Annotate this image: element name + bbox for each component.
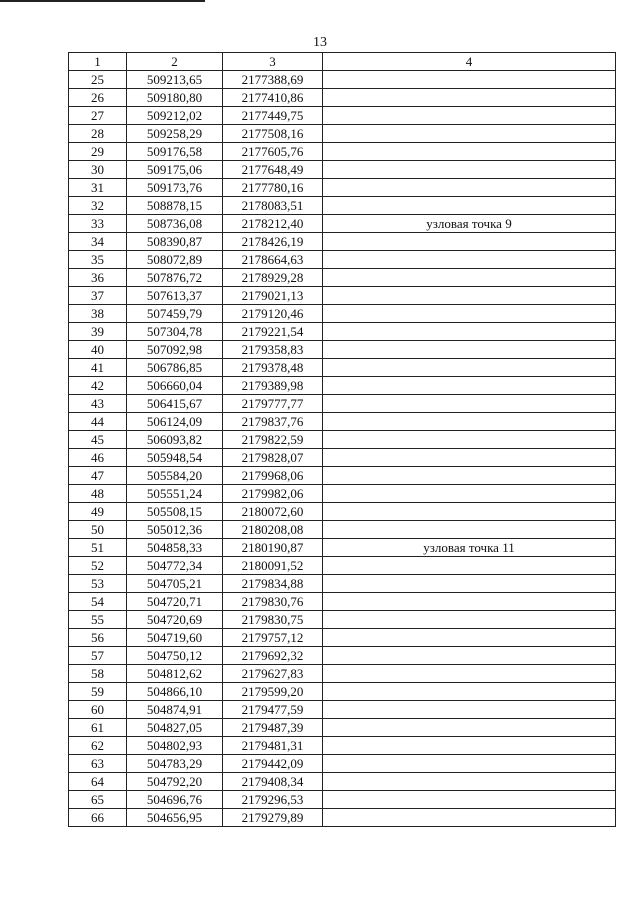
x-coordinate-cell: 509173,76 [127,179,223,197]
y-coordinate-cell: 2177648,49 [223,161,323,179]
note-cell [323,791,616,809]
note-cell [323,359,616,377]
x-coordinate-cell: 507092,98 [127,341,223,359]
point-number-cell: 49 [69,503,127,521]
table-row [69,773,616,791]
table-row [69,233,616,251]
table-row [69,755,616,773]
note-cell [323,737,616,755]
point-number-cell: 36 [69,269,127,287]
note-cell [323,647,616,665]
y-coordinate-cell: 2180190,87 [223,539,323,557]
note-cell [323,251,616,269]
table-row [69,71,616,89]
point-number-cell: 29 [69,143,127,161]
note-cell [323,89,616,107]
x-coordinate-cell: 505551,24 [127,485,223,503]
point-number-cell: 32 [69,197,127,215]
note-cell [323,269,616,287]
y-coordinate-cell: 2179757,12 [223,629,323,647]
y-coordinate-cell: 2180091,52 [223,557,323,575]
point-number-cell: 53 [69,575,127,593]
note-cell [323,161,616,179]
y-coordinate-cell: 2179389,98 [223,377,323,395]
note-cell: узловая точка 9 [323,215,616,233]
table-row [69,521,616,539]
x-coordinate-cell: 506093,82 [127,431,223,449]
x-coordinate-cell: 509258,29 [127,125,223,143]
note-cell [323,233,616,251]
x-coordinate-cell: 504812,62 [127,665,223,683]
note-cell [323,125,616,143]
table-row [69,449,616,467]
x-coordinate-cell: 505012,36 [127,521,223,539]
y-coordinate-cell: 2179627,83 [223,665,323,683]
y-coordinate-cell: 2179834,88 [223,575,323,593]
note-cell [323,809,616,827]
note-cell [323,629,616,647]
point-number-cell: 27 [69,107,127,125]
note-cell [323,287,616,305]
note-cell [323,431,616,449]
x-coordinate-cell: 505948,54 [127,449,223,467]
x-coordinate-cell: 504720,69 [127,611,223,629]
y-coordinate-cell: 2178083,51 [223,197,323,215]
x-coordinate-cell: 507613,37 [127,287,223,305]
y-coordinate-cell: 2179221,54 [223,323,323,341]
y-coordinate-cell: 2179692,32 [223,647,323,665]
note-cell [323,71,616,89]
table-row [69,431,616,449]
table-row [69,377,616,395]
point-number-cell: 35 [69,251,127,269]
x-coordinate-cell: 504866,10 [127,683,223,701]
point-number-cell: 47 [69,467,127,485]
point-number-cell: 25 [69,71,127,89]
x-coordinate-cell: 508736,08 [127,215,223,233]
page-number: 13 [313,35,327,50]
y-coordinate-cell: 2178426,19 [223,233,323,251]
point-number-cell: 66 [69,809,127,827]
point-number-cell: 43 [69,395,127,413]
note-cell [323,341,616,359]
table-row [69,341,616,359]
point-number-cell: 42 [69,377,127,395]
point-number-cell: 58 [69,665,127,683]
table-row [69,647,616,665]
table-row [69,395,616,413]
table-row [69,467,616,485]
column-header-note: 4 [323,53,616,71]
x-coordinate-cell: 509212,02 [127,107,223,125]
table-row [69,251,616,269]
y-coordinate-cell: 2177388,69 [223,71,323,89]
table-row [69,161,616,179]
x-coordinate-cell: 504720,71 [127,593,223,611]
x-coordinate-cell: 508072,89 [127,251,223,269]
table-row [69,665,616,683]
table-row [69,323,616,341]
point-number-cell: 65 [69,791,127,809]
x-coordinate-cell: 504783,29 [127,755,223,773]
table-row [69,359,616,377]
table-row [69,305,616,323]
x-coordinate-cell: 504705,21 [127,575,223,593]
x-coordinate-cell: 505584,20 [127,467,223,485]
table-row [69,593,616,611]
y-coordinate-cell: 2179822,59 [223,431,323,449]
note-cell [323,467,616,485]
point-number-cell: 30 [69,161,127,179]
table-row [69,557,616,575]
point-number-cell: 61 [69,719,127,737]
y-coordinate-cell: 2179599,20 [223,683,323,701]
point-number-cell: 52 [69,557,127,575]
y-coordinate-cell: 2179442,09 [223,755,323,773]
y-coordinate-cell: 2178212,40 [223,215,323,233]
point-number-cell: 37 [69,287,127,305]
point-number-cell: 63 [69,755,127,773]
y-coordinate-cell: 2179279,89 [223,809,323,827]
table-row [69,89,616,107]
note-cell: узловая точка 11 [323,539,616,557]
y-coordinate-cell: 2177449,75 [223,107,323,125]
point-number-cell: 45 [69,431,127,449]
table-row [69,809,616,827]
column-header-x: 2 [127,53,223,71]
table-row [69,107,616,125]
y-coordinate-cell: 2179982,06 [223,485,323,503]
x-coordinate-cell: 509175,06 [127,161,223,179]
point-number-cell: 39 [69,323,127,341]
table-body [69,71,616,827]
point-number-cell: 48 [69,485,127,503]
note-cell [323,593,616,611]
y-coordinate-cell: 2179481,31 [223,737,323,755]
point-number-cell: 40 [69,341,127,359]
y-coordinate-cell: 2179777,77 [223,395,323,413]
x-coordinate-cell: 504802,93 [127,737,223,755]
note-cell [323,323,616,341]
note-cell [323,575,616,593]
coordinates-table [68,52,616,827]
scan-edge-line [0,0,205,2]
note-cell [323,503,616,521]
x-coordinate-cell: 506786,85 [127,359,223,377]
x-coordinate-cell: 507876,72 [127,269,223,287]
table-row [69,143,616,161]
x-coordinate-cell: 504792,20 [127,773,223,791]
y-coordinate-cell: 2177605,76 [223,143,323,161]
point-number-cell: 51 [69,539,127,557]
column-header-y: 3 [223,53,323,71]
note-cell [323,485,616,503]
note-cell [323,107,616,125]
y-coordinate-cell: 2179830,75 [223,611,323,629]
note-cell [323,197,616,215]
table-row [69,485,616,503]
y-coordinate-cell: 2178664,63 [223,251,323,269]
y-coordinate-cell: 2179358,83 [223,341,323,359]
x-coordinate-cell: 504696,76 [127,791,223,809]
point-number-cell: 38 [69,305,127,323]
y-coordinate-cell: 2179120,46 [223,305,323,323]
point-number-cell: 34 [69,233,127,251]
y-coordinate-cell: 2177508,16 [223,125,323,143]
note-cell [323,521,616,539]
x-coordinate-cell: 509213,65 [127,71,223,89]
y-coordinate-cell: 2179837,76 [223,413,323,431]
note-cell [323,755,616,773]
x-coordinate-cell: 508878,15 [127,197,223,215]
point-number-cell: 41 [69,359,127,377]
table-row [69,269,616,287]
table-row [69,737,616,755]
point-number-cell: 50 [69,521,127,539]
y-coordinate-cell: 2179296,53 [223,791,323,809]
point-number-cell: 31 [69,179,127,197]
table-row [69,179,616,197]
x-coordinate-cell: 509180,80 [127,89,223,107]
y-coordinate-cell: 2180208,08 [223,521,323,539]
note-cell [323,611,616,629]
y-coordinate-cell: 2180072,60 [223,503,323,521]
table-row [69,215,616,233]
y-coordinate-cell: 2179830,76 [223,593,323,611]
table-row [69,503,616,521]
note-cell [323,557,616,575]
y-coordinate-cell: 2179408,34 [223,773,323,791]
x-coordinate-cell: 506124,09 [127,413,223,431]
note-cell [323,683,616,701]
point-number-cell: 28 [69,125,127,143]
point-number-cell: 56 [69,629,127,647]
point-number-cell: 55 [69,611,127,629]
note-cell [323,665,616,683]
point-number-cell: 44 [69,413,127,431]
table-row [69,611,616,629]
note-cell [323,143,616,161]
x-coordinate-cell: 504719,60 [127,629,223,647]
note-cell [323,449,616,467]
point-number-cell: 59 [69,683,127,701]
point-number-cell: 33 [69,215,127,233]
point-number-cell: 62 [69,737,127,755]
y-coordinate-cell: 2179487,39 [223,719,323,737]
column-header-number: 1 [69,53,127,71]
point-number-cell: 57 [69,647,127,665]
table-row [69,701,616,719]
note-cell [323,719,616,737]
table-row [69,719,616,737]
x-coordinate-cell: 508390,87 [127,233,223,251]
note-cell [323,179,616,197]
y-coordinate-cell: 2179378,48 [223,359,323,377]
x-coordinate-cell: 504656,95 [127,809,223,827]
y-coordinate-cell: 2179828,07 [223,449,323,467]
y-coordinate-cell: 2179968,06 [223,467,323,485]
table-row [69,413,616,431]
x-coordinate-cell: 507459,79 [127,305,223,323]
note-cell [323,377,616,395]
y-coordinate-cell: 2177780,16 [223,179,323,197]
table-row [69,539,616,557]
table-row [69,125,616,143]
note-cell [323,701,616,719]
point-number-cell: 64 [69,773,127,791]
table-row [69,287,616,305]
x-coordinate-cell: 506660,04 [127,377,223,395]
table-row [69,791,616,809]
x-coordinate-cell: 504750,12 [127,647,223,665]
x-coordinate-cell: 506415,67 [127,395,223,413]
x-coordinate-cell: 505508,15 [127,503,223,521]
y-coordinate-cell: 2179021,13 [223,287,323,305]
table-row [69,629,616,647]
note-cell [323,773,616,791]
table-row [69,683,616,701]
table-row [69,575,616,593]
point-number-cell: 46 [69,449,127,467]
x-coordinate-cell: 509176,58 [127,143,223,161]
x-coordinate-cell: 504858,33 [127,539,223,557]
table-header-row [69,53,616,71]
note-cell [323,413,616,431]
point-number-cell: 60 [69,701,127,719]
x-coordinate-cell: 504772,34 [127,557,223,575]
x-coordinate-cell: 504827,05 [127,719,223,737]
y-coordinate-cell: 2177410,86 [223,89,323,107]
note-cell [323,305,616,323]
note-cell [323,395,616,413]
y-coordinate-cell: 2178929,28 [223,269,323,287]
table-row [69,197,616,215]
y-coordinate-cell: 2179477,59 [223,701,323,719]
point-number-cell: 54 [69,593,127,611]
point-number-cell: 26 [69,89,127,107]
x-coordinate-cell: 504874,91 [127,701,223,719]
x-coordinate-cell: 507304,78 [127,323,223,341]
